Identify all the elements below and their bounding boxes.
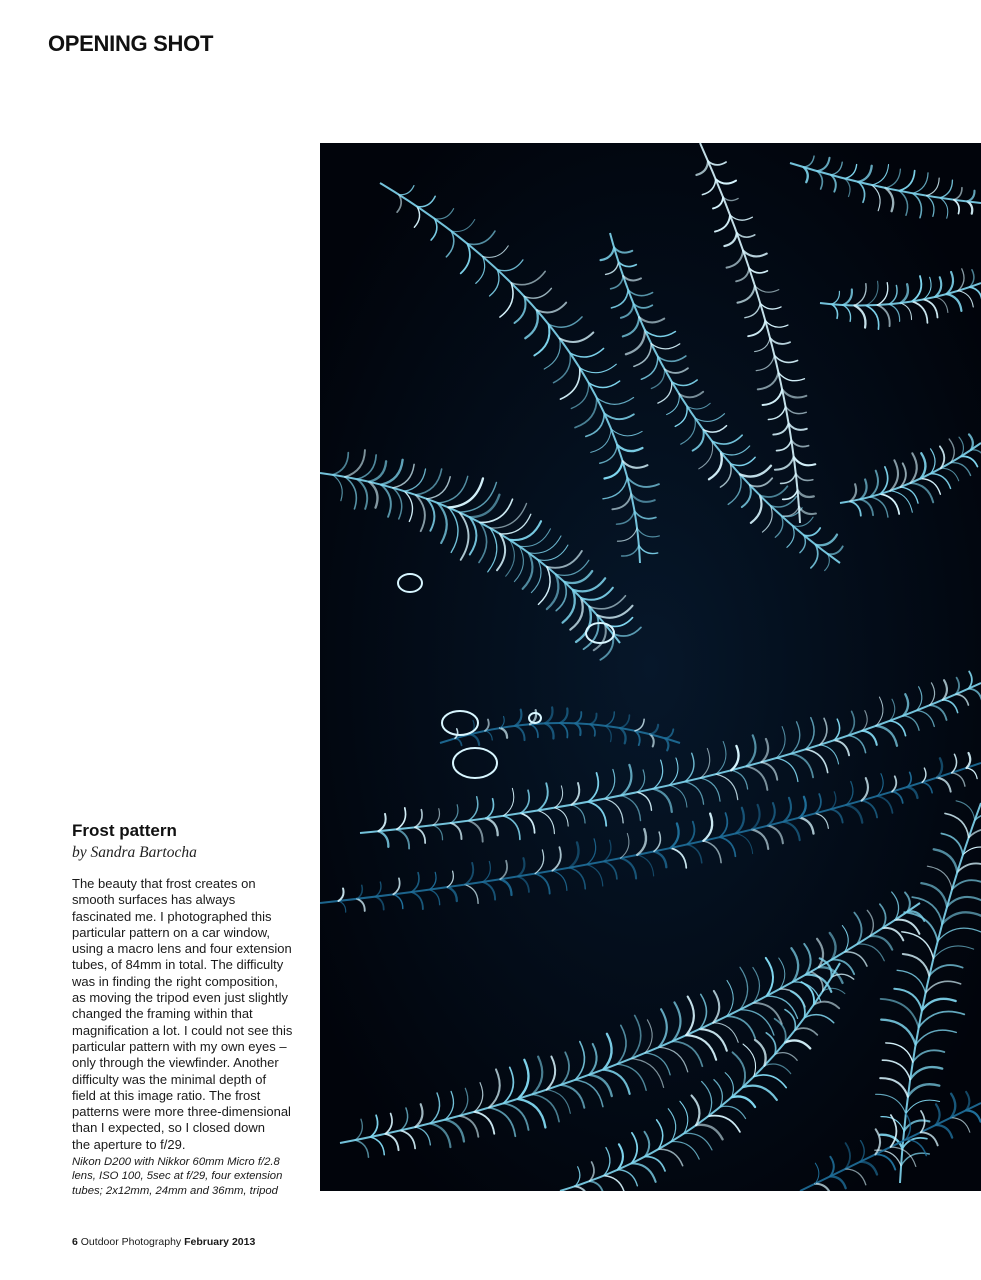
caption-tech-specs: Nikon D200 with Nikkor 60mm Micro f/2.8 lens, ISO 100, 5sec at f/29, four extension tubes; 2x12mm, 24mm and 36mm, tripod — [72, 1156, 283, 1197]
page-number: 6 — [72, 1236, 78, 1248]
frost-pattern-photo — [320, 143, 981, 1191]
section-heading: OPENING SHOT — [48, 31, 214, 56]
magazine-name: Outdoor Photography — [80, 1236, 182, 1248]
issue-date: February 2013 — [184, 1236, 256, 1248]
page-footer — [72, 1236, 255, 1248]
caption-block — [72, 820, 304, 1198]
caption-title: Frost pattern — [72, 821, 177, 840]
caption-body: The beauty that frost creates on smooth surfaces has always fascinated me. I photographed this particular pattern on a car window, using a macro lens and four extension tubes, of 84mm in total. The difficulty was in finding the right composition, as moving the tripod even just slightly changed the framing within that magnification a lot. I could not see this particular pattern with my own eyes – only through the viewfinder. Another difficulty was the minimal depth of field at this image ratio. The frost patterns were more three-dimensional than I expected, so I closed down the aperture to f/29. — [72, 876, 293, 1152]
caption-byline: by Sandra Bartocha — [72, 844, 197, 861]
frost-crystal-image — [320, 143, 981, 1191]
